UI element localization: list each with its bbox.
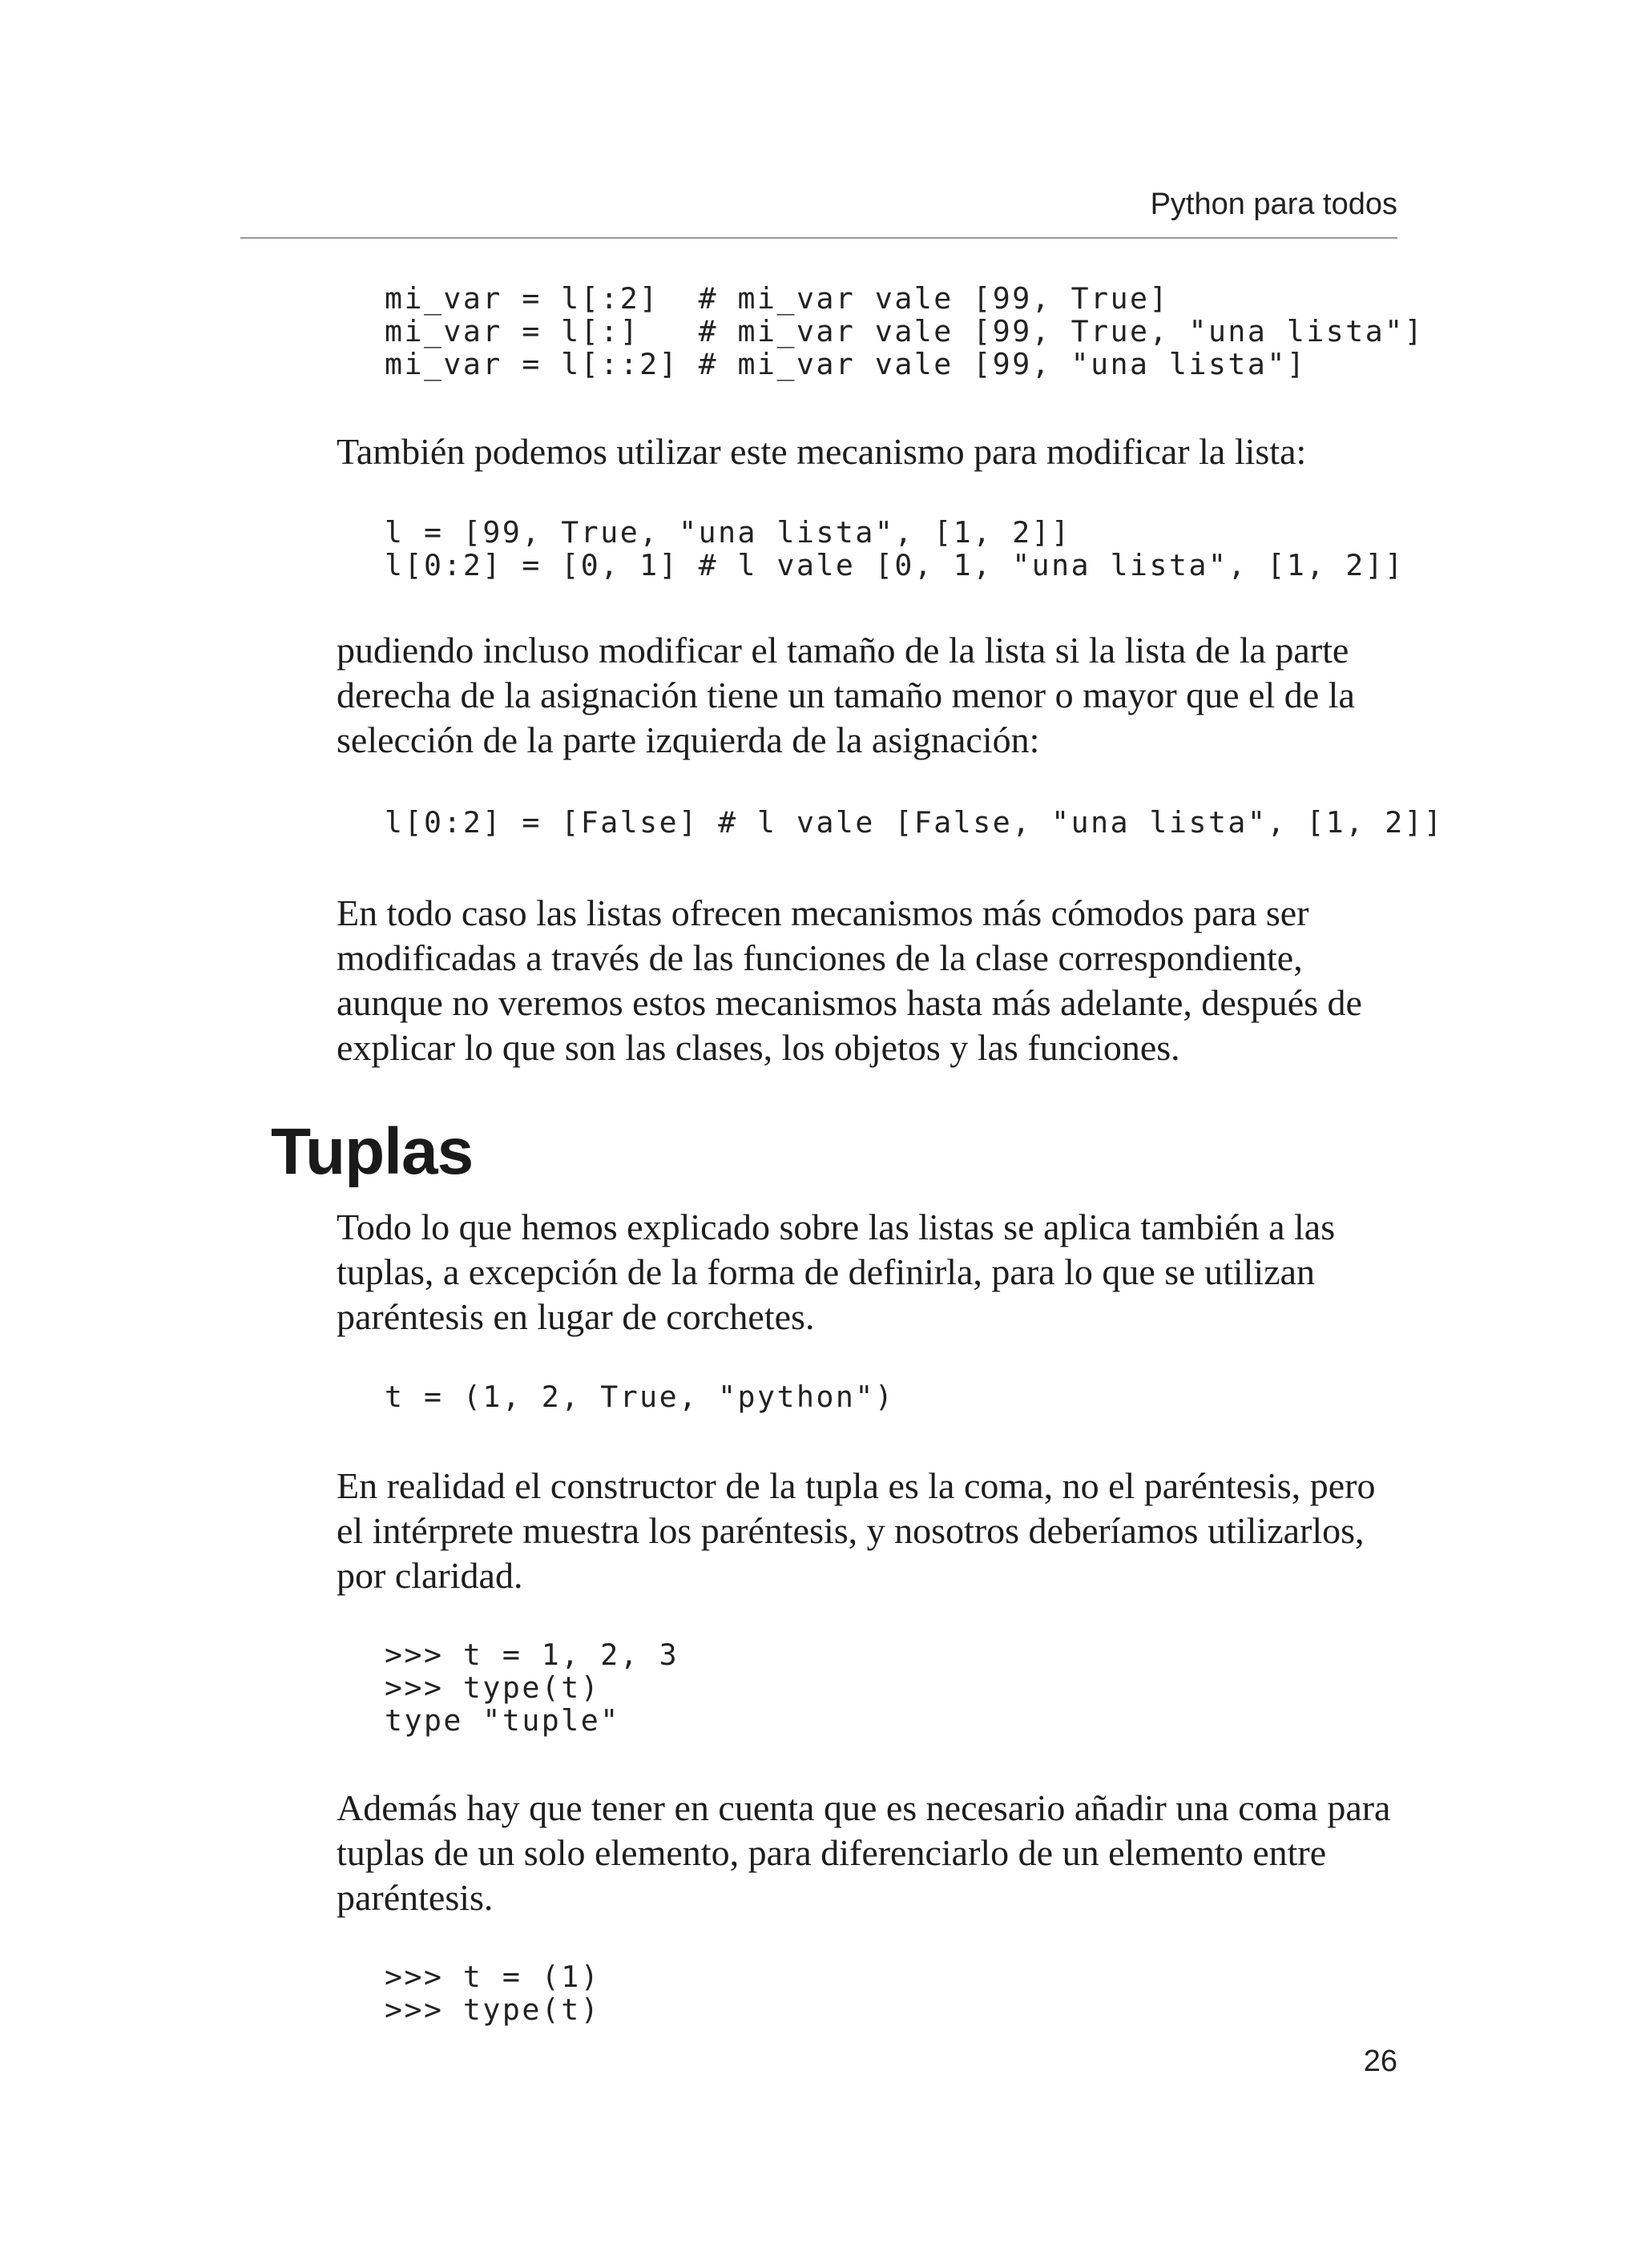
paragraph-list-methods: En todo caso las listas ofrecen mecanismos más cómodos para ser modificadas a través de las funciones de la clase correspondiente, aunque no veremos estos mecanismos hasta más adelante, después de explicar lo que son las clases, los objetos y las funciones.	[337, 892, 1362, 1068]
paragraph-resize: pudiendo incluso modificar el tamaño de la lista si la lista de la parte derecha de la asignación tiene un tamaño menor o mayor que el de la selección de la parte izquierda de la asignación:	[337, 630, 1355, 760]
code-block-tuple-definition: t = (1, 2, True, "python")	[385, 1380, 895, 1414]
code-block-single-element: >>> t = (1) >>> type(t)	[385, 1960, 601, 2027]
code-block-modify: l = [99, True, "una lista", [1, 2]] l[0:2] = [0, 1] # l vale [0, 1, "una lista", [1, 2]]	[385, 515, 1405, 582]
paragraph-modify-intro: También podemos utilizar este mecanismo para modificar la lista:	[337, 431, 1307, 472]
section-heading-tuplas: Tuplas	[271, 1115, 474, 1188]
header-rule	[240, 237, 1397, 239]
paragraph-tuplas-intro: Todo lo que hemos explicado sobre las listas se aplica también a las tuplas, a excepción de la forma de definirla, para lo que se utilizan paréntesis en lugar de corchetes.	[337, 1207, 1336, 1337]
running-header: Python para todos	[1150, 187, 1397, 221]
code-block-tuple-type: >>> t = 1, 2, 3 >>> type(t) type "tuple"	[385, 1638, 679, 1738]
code-block-slicing: mi_var = l[:2] # mi_var vale [99, True] mi_var = l[:] # mi_var vale [99, True, "una lista"] mi_var = l[::2] # mi_var vale [99, "una lista"]	[385, 281, 1425, 381]
paragraph-single-element: Además hay que tener en cuenta que es necesario añadir una coma para tuplas de un solo elemento, para diferenciarlo de un elemento entre paréntesis.	[337, 1787, 1391, 1918]
page-number: 26	[1363, 2044, 1397, 2078]
code-block-resize: l[0:2] = [False] # l vale [False, "una lista", [1, 2]]	[385, 805, 1444, 840]
paragraph-tuple-constructor: En realidad el constructor de la tupla es la coma, no el paréntesis, pero el intérprete muestra los paréntesis, y nosotros deberíamos utilizarlos, por claridad.	[337, 1465, 1376, 1596]
